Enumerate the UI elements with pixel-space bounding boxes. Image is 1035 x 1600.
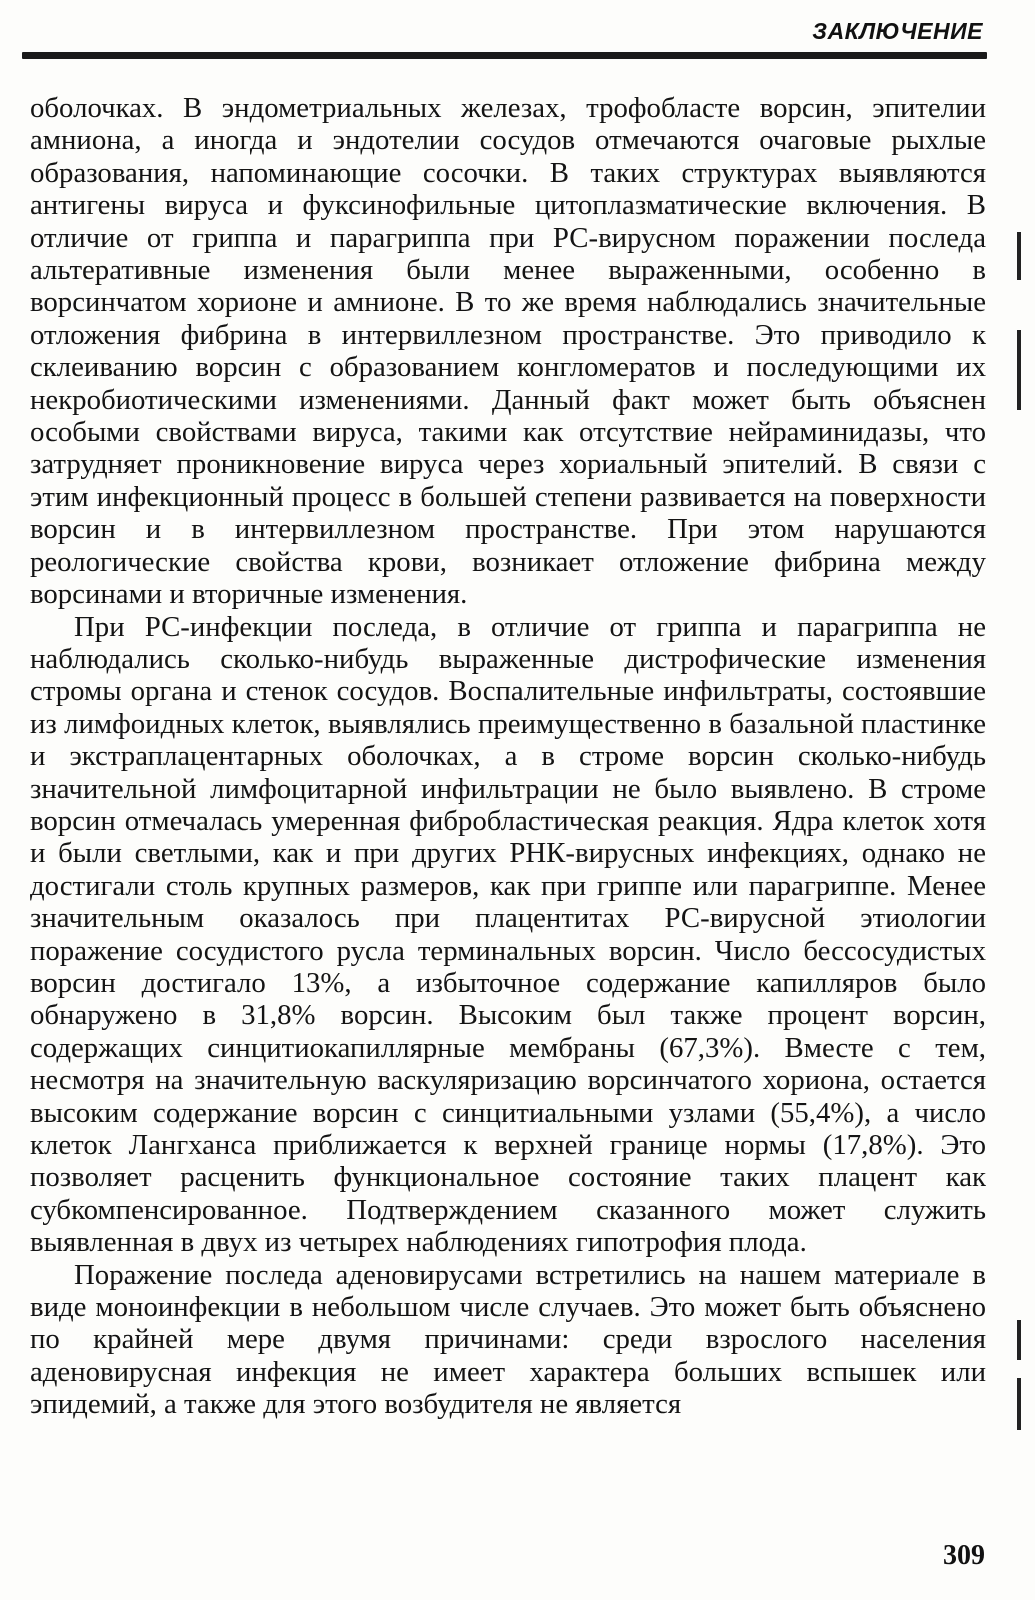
page-number: 309 [943,1540,985,1571]
scan-margin-mark [1017,1320,1021,1360]
scan-margin-mark [1017,330,1021,410]
body-text [30,92,986,1421]
scan-margin-mark [1017,1378,1021,1430]
paragraph-2: При РС-инфекции последа, в отличие от гриппа и парагриппа не наблюдались сколько-нибудь выраженные дистрофические изменения стромы органа и стенок сосудов. Воспалительные инфильтраты, состоявшие из лимфоидных клеток, выявлялись преимущественно в базальной пластинке и экстраплацентарных оболочках, а в строме ворсин сколько-нибудь значительной лимфоцитарной инфильтрации не было выявлено. В строме ворсин отмечалась умеренная фибробластическая реакция. Ядра клеток хотя и были светлыми, как и при других РНК-вирусных инфекциях, однако не достигали столь крупных размеров, как при гриппе или парагриппе. Менее значительным оказалось при плацентитах РС-вирусной этиологии поражение сосудистого русла терминальных ворсин. Число бессосудистых ворсин достигало 13%, а избыточное содержание капилляров было обнаружено в 31,8% ворсин. Высоким был также процент ворсин, содержащих синцитиокапиллярные мембраны (67,3%). Вместе с тем, несмотря на значительную васкуляризацию ворсинчатого хориона, остается высоким содержание ворсин с синцитиальными узлами (55,4%), а число клеток Лангханса приближается к верхней границе нормы (17,8%). Это позволяет расценить функциональное состояние таких плацент как субкомпенсированное. Подтверждением сказанного может служить выявленная в двух из четырех наблюдениях гипотрофия плода. [30,610,986,1259]
header-rule [22,52,987,59]
paragraph-3: Поражение последа аденовирусами встретились на нашем материале в виде моноинфекции в небольшом числе случаев. Это может быть объяснено по крайней мере двумя причинами: среди взрослого населения аденовирусная инфекция не имеет характера больших вспышек или эпидемий, а также для этого возбудителя не является [30,1258,986,1421]
scan-margin-mark [1017,232,1021,280]
running-head-title: ЗАКЛЮЧЕНИЕ [812,18,983,44]
paragraph-1: оболочках. В эндометриальных железах, трофобласте ворсин, эпителии амниона, а иногда и эндотелии сосудов отмечаются очаговые рыхлые образования, напоминающие сосочки. В таких структурах выявляются антигены вируса и фуксинофильные цитоплазматические включения. В отличие от гриппа и парагриппа при РС-вирусном поражении последа альтеративные изменения были менее выраженными, особенно в ворсинчатом хорионе и амнионе. В то же время наблюдались значительные отложения фибрина в интервиллезном пространстве. Это приводило к склеиванию ворсин с образованием конгломератов и последующими их некробиотическими изменениями. Данный факт может быть объяснен особыми свойствами вируса, такими как отсутствие нейраминидазы, что затрудняет проникновение вируса через хориальный эпителий. В связи с этим инфекционный процесс в большей степени развивается на поверхности ворсин и в интервиллезном пространстве. При этом нарушаются реологические свойства крови, возникает отложение фибрина между ворсинами и вторичные изменения. [30,92,986,611]
